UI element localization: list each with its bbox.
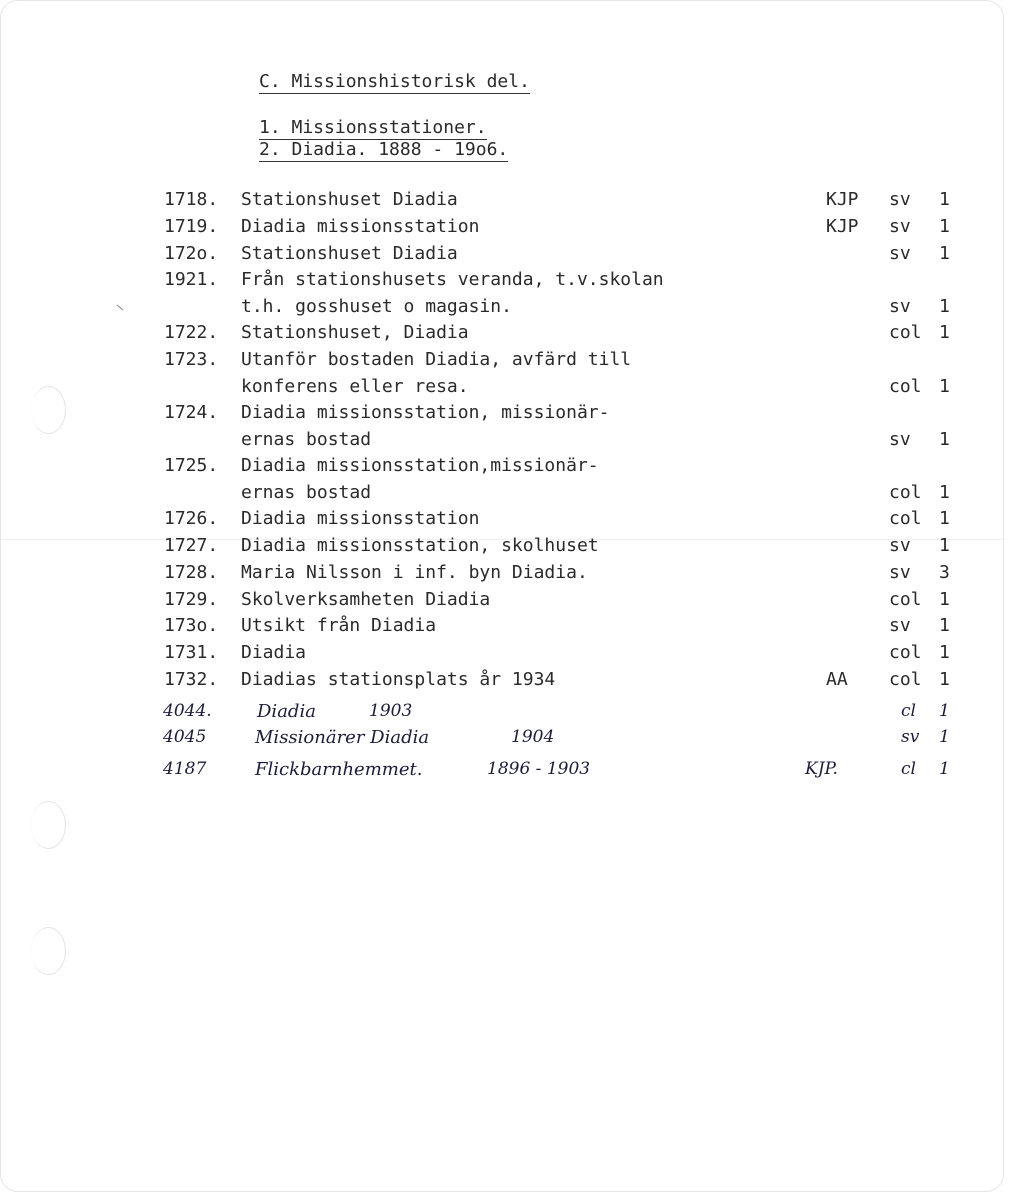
entry-quantity: 1: [939, 669, 950, 690]
entry-description: Diadia missionsstation,missionär-: [241, 455, 599, 477]
entry-format: sv: [889, 429, 911, 451]
entry-format: sv: [889, 535, 911, 556]
handwritten-quantity: 1: [939, 727, 950, 747]
handwritten-year: 1903: [369, 701, 413, 721]
entry-description-cont: konferens eller resa.: [241, 376, 469, 398]
entry-quantity: 1: [939, 535, 950, 556]
entry-number: 1729.: [164, 588, 219, 610]
catalog-entry: [1, 216, 1005, 243]
punch-hole: [31, 801, 66, 849]
entry-format: sv: [889, 615, 911, 637]
handwritten-description: Missionärer Diadia: [255, 727, 430, 748]
handwritten-year: 1904: [511, 727, 555, 747]
handwritten-description: Diadia: [257, 701, 316, 722]
entry-number: 1718.: [164, 189, 219, 210]
entry-format: sv: [889, 296, 911, 318]
entry-number: 1921.: [164, 269, 219, 291]
entry-quantity: 1: [939, 642, 950, 664]
subsection-heading: 1. Missionsstationer.: [259, 117, 487, 138]
entry-description-cont: ernas bostad: [241, 482, 372, 504]
handwritten-credit: KJP.: [805, 759, 838, 779]
entry-number: 1731.: [164, 642, 219, 664]
entry-description: Stationshuset Diadia: [241, 189, 458, 210]
entry-number: 1726.: [164, 508, 219, 530]
entry-format: sv: [889, 242, 911, 264]
entry-credit: KJP: [826, 215, 859, 237]
entry-format: sv: [889, 215, 911, 237]
catalog-entry: [1, 455, 1005, 504]
entry-quantity: 1: [939, 242, 950, 264]
entry-description-cont: ernas bostad: [241, 429, 372, 451]
section-heading: C. Missionshistorisk del.: [259, 71, 530, 92]
handwritten-format: cl: [901, 759, 916, 779]
catalog-entry: [1, 508, 1005, 535]
handwritten-year: 1896 - 1903: [487, 759, 591, 779]
handwritten-format: sv: [901, 727, 920, 747]
entry-format: sv: [889, 561, 911, 583]
handwritten-number: 4044.: [163, 701, 212, 721]
entry-quantity: 1: [939, 296, 950, 318]
entry-quantity: 1: [939, 508, 950, 530]
entry-description: Utanför bostaden Diadia, avfärd till: [241, 349, 632, 371]
entry-description: Diadia missionsstation: [241, 215, 480, 237]
catalog-entry: [1, 189, 1005, 216]
entry-format: sv: [889, 189, 911, 210]
entry-number: 173o.: [164, 615, 219, 637]
entry-quantity: 1: [939, 322, 950, 344]
catalog-entry: [1, 642, 1005, 669]
entry-format: col: [889, 376, 922, 398]
entry-quantity: 3: [939, 561, 950, 583]
entry-quantity: 1: [939, 376, 950, 398]
catalog-entry: [1, 615, 1005, 642]
catalog-entry: [1, 535, 1005, 562]
catalog-entry: [1, 349, 1005, 398]
entry-format: col: [889, 588, 922, 610]
entry-quantity: 1: [939, 215, 950, 237]
entry-format: col: [889, 642, 922, 664]
handwritten-number: 4187: [163, 759, 207, 779]
entry-number: 1728.: [164, 561, 219, 583]
catalog-entry: [1, 269, 1005, 318]
catalog-entry: [1, 669, 1005, 696]
entry-description: Stationshuset, Diadia: [241, 322, 469, 344]
entry-description: Stationshuset Diadia: [241, 242, 458, 264]
catalog-entry: [1, 562, 1005, 589]
entry-description-cont: t.h. gosshuset o magasin.: [241, 296, 512, 318]
handwritten-quantity: 1: [939, 759, 950, 779]
entry-number: 172o.: [164, 242, 219, 264]
entry-number: 1722.: [164, 322, 219, 344]
catalog-entry: [1, 243, 1005, 270]
catalog-entry: [1, 589, 1005, 616]
entry-description: Från stationshusets veranda, t.v.skolan: [241, 269, 664, 291]
entry-quantity: 1: [939, 189, 950, 210]
entry-number: 1719.: [164, 215, 219, 237]
entry-quantity: 1: [939, 482, 950, 504]
entry-number: 1724.: [164, 402, 219, 424]
entry-description: Diadia missionsstation, missionär-: [241, 402, 610, 424]
entry-number: 1723.: [164, 349, 219, 371]
entry-description: Diadia missionsstation, skolhuset: [241, 535, 599, 556]
catalog-entry: [1, 322, 1005, 349]
entry-format: col: [889, 508, 922, 530]
entry-description: Utsikt från Diadia: [241, 615, 437, 637]
entry-credit: AA: [826, 669, 848, 690]
entry-description: Diadia missionsstation: [241, 508, 480, 530]
entry-number: 1727.: [164, 535, 219, 556]
entry-description: Skolverksamheten Diadia: [241, 588, 491, 610]
entry-format: col: [889, 482, 922, 504]
handwritten-description: Flickbarnhemmet.: [255, 759, 423, 780]
pencil-mark: [117, 305, 124, 311]
entry-format: col: [889, 322, 922, 344]
subsection-heading: 2. Diadia. 1888 - 19o6.: [259, 139, 509, 160]
punch-hole: [31, 927, 66, 975]
entry-number: 1732.: [164, 669, 219, 690]
entry-format: col: [889, 669, 922, 690]
entry-description: Diadia: [241, 642, 307, 664]
handwritten-number: 4045: [163, 727, 207, 747]
handwritten-format: cl: [901, 701, 916, 721]
entry-quantity: 1: [939, 588, 950, 610]
entry-quantity: 1: [939, 615, 950, 637]
catalog-entry: [1, 402, 1005, 451]
entry-number: 1725.: [164, 455, 219, 477]
entry-description: Diadias stationsplats år 1934: [241, 669, 556, 690]
entry-quantity: 1: [939, 429, 950, 451]
entry-description: Maria Nilsson i inf. byn Diadia.: [241, 561, 588, 583]
handwritten-quantity: 1: [939, 701, 950, 721]
entry-credit: KJP: [826, 189, 859, 210]
